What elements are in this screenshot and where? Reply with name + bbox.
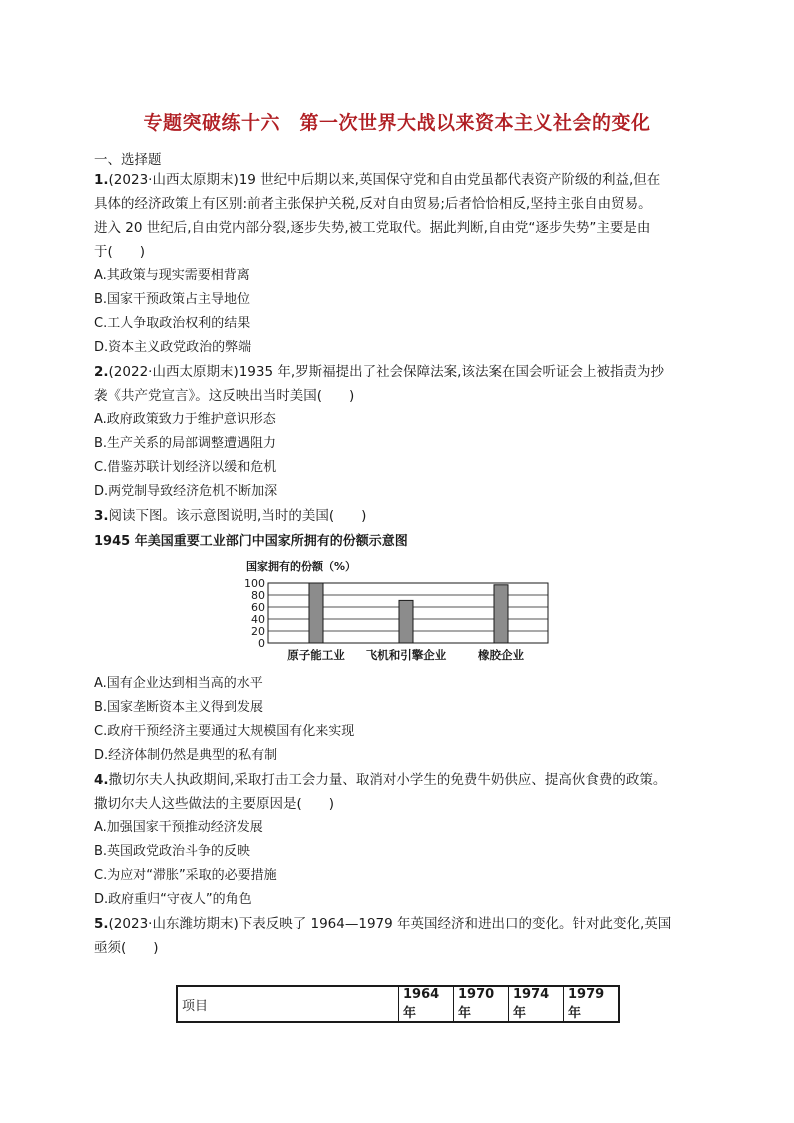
table-header-cell: 项目 — [177, 986, 399, 1022]
x-tick-label: 原子能工业 — [287, 648, 345, 662]
question-4-line-1: 4.撒切尔夫人执政期间,采取打击工会力量、取消对小学生的免费牛奶供应、提高伙食费的政策。 — [94, 772, 667, 788]
chart-caption: 1945 年美国重要工业部门中国家所拥有的份额示意图 — [94, 534, 408, 549]
question-1 — [94, 168, 698, 264]
bar-chart — [236, 558, 566, 668]
question-1-line-2: 具体的经济政策上有区别:前者主张保护关税,反对自由贸易;后者恰恰相反,坚持主张自由贸易。 — [94, 196, 652, 212]
page-title: 专题突破练十六 第一次世界大战以来资本主义社会的变化 — [143, 112, 651, 134]
question-2 — [94, 360, 698, 408]
option-b[interactable]: B.国家干预政策占主导地位 — [94, 292, 251, 307]
question-1-line-3: 进入 20 世纪后,自由党内部分裂,逐步失势,被工党取代。据此判断,自由党“逐步失势”主要是由 — [94, 220, 651, 236]
question-number: 3. — [94, 508, 109, 524]
option-d[interactable]: D.经济体制仍然是典型的私有制 — [94, 748, 278, 763]
table-header-row — [177, 986, 619, 1022]
section-heading: 一、选择题 — [94, 152, 162, 168]
option-a[interactable]: A.政府政策致力于维护意识形态 — [94, 412, 276, 427]
option-a[interactable]: A.加强国家干预推动经济发展 — [94, 820, 263, 835]
y-axis-label: 国家拥有的份额（%） — [246, 560, 357, 573]
option-a[interactable]: A.其政策与现实需要相背离 — [94, 268, 250, 283]
question-number: 2. — [94, 364, 109, 380]
question-1-line-4: 于( ) — [94, 244, 146, 260]
table-header-cell: 1979 年 — [564, 986, 620, 1022]
question-number: 1. — [94, 172, 109, 188]
option-d[interactable]: D.资本主义政党政治的弊端 — [94, 340, 252, 355]
bar — [494, 585, 508, 643]
option-b[interactable]: B.生产关系的局部调整遭遇阻力 — [94, 436, 277, 451]
question-5 — [94, 912, 698, 960]
question-4 — [94, 768, 698, 816]
y-tick-label: 40 — [251, 613, 265, 626]
question-3: 3.阅读下图。该示意图说明,当时的美国( ) — [94, 508, 367, 524]
bar — [309, 583, 323, 643]
option-b[interactable]: B.国家垄断资本主义得到发展 — [94, 700, 264, 715]
data-table — [176, 985, 620, 1023]
option-b[interactable]: B.英国政党政治斗争的反映 — [94, 844, 251, 859]
question-number: 5. — [94, 916, 109, 932]
question-number: 4. — [94, 772, 109, 788]
y-tick-label: 60 — [251, 601, 265, 614]
option-c[interactable]: C.工人争取政治权利的结果 — [94, 316, 251, 331]
option-c[interactable]: C.借鉴苏联计划经济以缓和危机 — [94, 460, 277, 475]
question-2-line-2: 袭《共产党宣言》。这反映出当时美国( ) — [94, 388, 355, 404]
y-tick-label: 100 — [244, 577, 265, 590]
question-2-line-1: 2.(2022·山西太原期末)1935 年,罗斯福提出了社会保障法案,该法案在国会听证会上被指责为抄 — [94, 364, 664, 380]
y-tick-label: 80 — [251, 589, 265, 602]
question-1-line-1: 1.(2023·山西太原期末)19 世纪中后期以来,英国保守党和自由党虽都代表资产阶级的利益,但在 — [94, 172, 661, 188]
y-tick-label: 0 — [258, 637, 265, 650]
table-header-cell: 1974 年 — [509, 986, 564, 1022]
question-5-line-1: 5.(2023·山东潍坊期末)下表反映了 1964—1979 年英国经济和进出口的变化。针对此变化,英国 — [94, 916, 672, 932]
x-tick-label: 橡胶企业 — [478, 648, 524, 662]
y-tick-label: 20 — [251, 625, 265, 638]
option-d[interactable]: D.政府重归“守夜人”的角色 — [94, 892, 252, 907]
question-4-line-2: 撒切尔夫人这些做法的主要原因是( ) — [94, 796, 335, 812]
question-5-line-2: 亟须( ) — [94, 940, 159, 956]
x-tick-label: 飞机和引擎企业 — [365, 648, 447, 662]
option-c[interactable]: C.政府干预经济主要通过大规模国有化来实现 — [94, 724, 355, 739]
table-header-cell: 1964 年 — [399, 986, 454, 1022]
option-d[interactable]: D.两党制导致经济危机不断加深 — [94, 484, 278, 499]
table-header-cell: 1970 年 — [454, 986, 509, 1022]
option-c[interactable]: C.为应对“滞胀”采取的必要措施 — [94, 868, 277, 883]
bar — [399, 600, 413, 643]
option-a[interactable]: A.国有企业达到相当高的水平 — [94, 676, 263, 691]
